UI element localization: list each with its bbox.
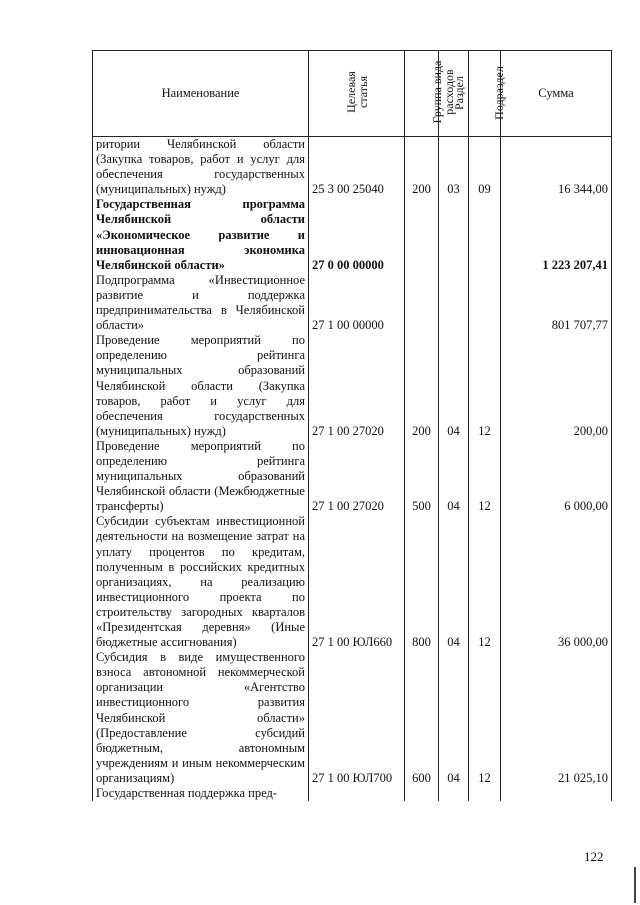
- row-sum: 1 223 207,41: [501, 197, 612, 272]
- scan-edge-mark: [634, 867, 636, 903]
- header-sum: Сумма: [501, 51, 612, 137]
- row-subsection: 12: [469, 650, 501, 786]
- row-sum: 21 025,10: [501, 650, 612, 786]
- row-sum: 6 000,00: [501, 439, 612, 514]
- row-section: [439, 197, 469, 272]
- row-sum: 36 000,00: [501, 514, 612, 650]
- row-section: 04: [439, 333, 469, 439]
- row-group: 600: [405, 650, 439, 786]
- table-body: [93, 137, 612, 802]
- table-row: [93, 333, 612, 439]
- row-group: [405, 786, 439, 801]
- header-name: Наименование: [93, 51, 309, 137]
- row-name: Субсидия в виде имущественного взноса автономной некоммерческой организации «Агентство инвестиционного развития Челябинской области» (Предоставление субсидий бюджетным, автономным учреждениям и иным некоммерческим организациям): [93, 650, 309, 786]
- row-sum: 16 344,00: [501, 137, 612, 198]
- table-row: [93, 650, 612, 786]
- table-row: [93, 273, 612, 333]
- page-number: 122: [584, 849, 604, 864]
- row-group: 200: [405, 333, 439, 439]
- row-code: 27 1 00 ЮЛ660: [309, 514, 405, 650]
- table-row: [93, 137, 612, 198]
- row-group: 800: [405, 514, 439, 650]
- row-group: 200: [405, 137, 439, 198]
- row-section: 03: [439, 137, 469, 198]
- row-code: 27 1 00 00000: [309, 273, 405, 333]
- row-group: [405, 273, 439, 333]
- row-sum: 801 707,77: [501, 273, 612, 333]
- row-group: 500: [405, 439, 439, 514]
- table-row: [93, 439, 612, 514]
- header-target: Целевая статья: [309, 51, 405, 137]
- row-section: 04: [439, 514, 469, 650]
- row-code: 27 1 00 27020: [309, 439, 405, 514]
- row-name: Проведение мероприятий по определению рейтинга муниципальных образований Челябинской области (Закупка товаров, работ и услуг для обеспечения государственных (муниципальных) нужд): [93, 333, 309, 439]
- row-subsection: [469, 273, 501, 333]
- row-section: [439, 786, 469, 801]
- row-subsection: [469, 197, 501, 272]
- row-name: Проведение мероприятий по определению рейтинга муниципальных образований Челябинской области (Межбюджетные трансферты): [93, 439, 309, 514]
- table-row: [93, 786, 612, 801]
- table-row: [93, 514, 612, 650]
- row-name: Субсидии субъектам инвестиционной деятельности на возмещение затрат на уплату процентов по кредитам, полученным в российских кредитных организациях, на реализацию инвестиционного проекта по строительству загородных кварталов «Президентская деревня» (Иные бюджетные ассигнования): [93, 514, 309, 650]
- row-sum: 200,00: [501, 333, 612, 439]
- row-section: 04: [439, 439, 469, 514]
- table-header: [93, 51, 612, 137]
- row-code: 27 0 00 00000: [309, 197, 405, 272]
- row-name: Государственная поддержка пред-: [93, 786, 309, 801]
- row-subsection: 12: [469, 333, 501, 439]
- row-name: Подпрограмма «Инвестиционное развитие и поддержка предпринимательства в Челябинской области»: [93, 273, 309, 333]
- row-code: 27 1 00 ЮЛ700: [309, 650, 405, 786]
- row-code: [309, 786, 405, 801]
- row-sum: [501, 786, 612, 801]
- row-section: [439, 273, 469, 333]
- row-subsection: 12: [469, 514, 501, 650]
- row-group: [405, 197, 439, 272]
- budget-table: [92, 50, 612, 801]
- row-section: 04: [439, 650, 469, 786]
- header-group: Группа вида расходов: [405, 51, 439, 137]
- row-subsection: [469, 786, 501, 801]
- row-code: 25 3 00 25040: [309, 137, 405, 198]
- row-name: ритории Челябинской области (Закупка товаров, работ и услуг для обеспечения государственных (муниципальных) нужд): [93, 137, 309, 198]
- row-subsection: 12: [469, 439, 501, 514]
- row-name: Государственная программа Челябинской области «Экономическое развитие и инновационная экономика Челябинской области»: [93, 197, 309, 272]
- header-section: Раздел: [439, 51, 469, 137]
- row-subsection: 09: [469, 137, 501, 198]
- header-subsection: Подраздел: [469, 51, 501, 137]
- table-row: [93, 197, 612, 272]
- row-code: 27 1 00 27020: [309, 333, 405, 439]
